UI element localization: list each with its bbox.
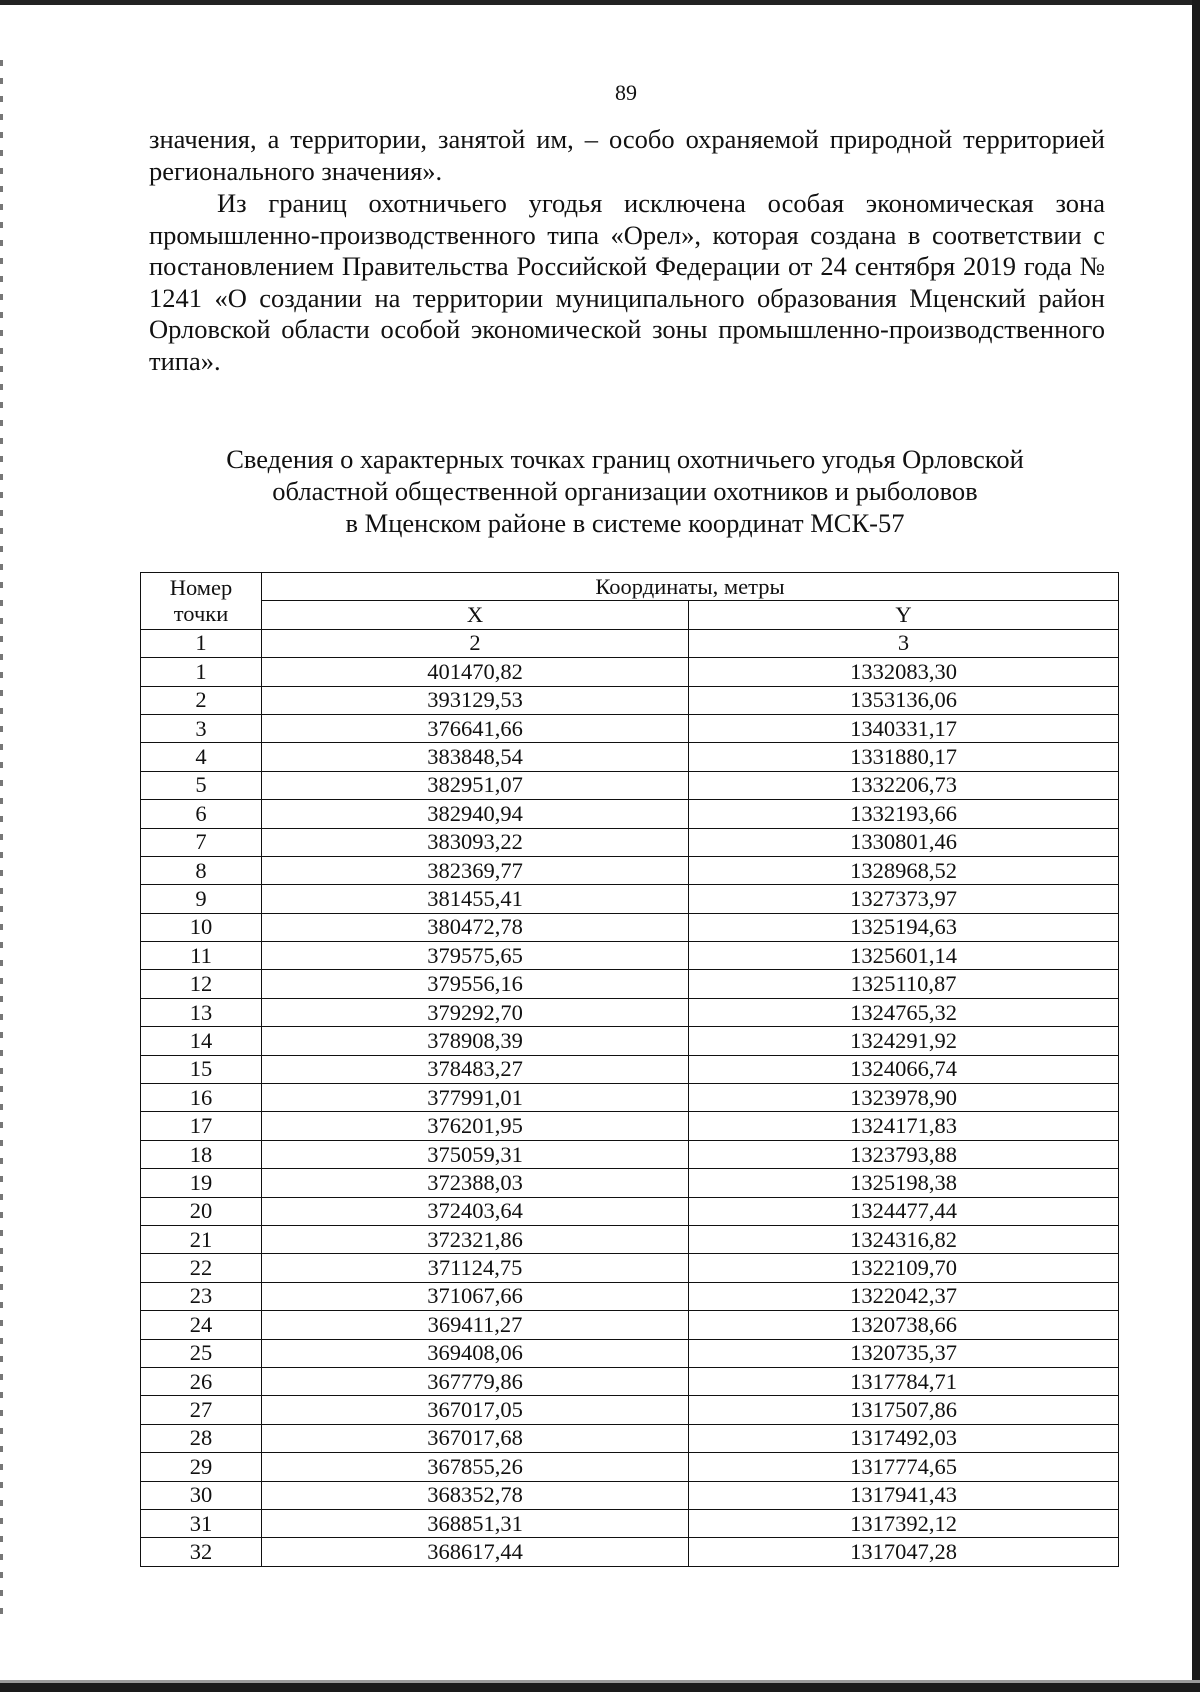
coord-y: 1317784,71 [689,1367,1119,1395]
point-number: 9 [141,885,262,913]
coord-x: 379556,16 [262,970,689,998]
coord-y: 1324066,74 [689,1055,1119,1083]
point-number: 23 [141,1282,262,1310]
point-number: 24 [141,1311,262,1339]
table-row [141,856,1119,884]
point-number: 5 [141,771,262,799]
table-row [141,800,1119,828]
table-row [141,686,1119,714]
table-row [141,1282,1119,1310]
table-row [141,1481,1119,1509]
point-number: 18 [141,1140,262,1168]
coord-y: 1317941,43 [689,1481,1119,1509]
coord-y: 1328968,52 [689,856,1119,884]
table-row [141,1538,1119,1566]
coord-y: 1317507,86 [689,1396,1119,1424]
caption-line: Сведения о характерных точках границ охотничьего угодья Орловской [226,444,1024,474]
coord-x: 383848,54 [262,743,689,771]
point-number: 26 [141,1367,262,1395]
coord-y: 1324316,82 [689,1225,1119,1253]
header-x: X [262,601,689,629]
point-number: 2 [141,686,262,714]
point-number: 28 [141,1424,262,1452]
table-row [141,1140,1119,1168]
table-row [141,998,1119,1026]
point-number: 4 [141,743,262,771]
coord-y: 1353136,06 [689,686,1119,714]
point-number: 20 [141,1197,262,1225]
point-number: 21 [141,1225,262,1253]
table-row [141,658,1119,686]
coord-x: 367017,05 [262,1396,689,1424]
coord-x: 368617,44 [262,1538,689,1566]
table-row [141,970,1119,998]
coord-x: 382369,77 [262,856,689,884]
coord-x: 378908,39 [262,1027,689,1055]
coord-x: 371067,66 [262,1282,689,1310]
point-number: 27 [141,1396,262,1424]
table-row [141,1509,1119,1537]
coord-x: 367855,26 [262,1453,689,1481]
table-row [141,1339,1119,1367]
table-caption [130,443,1120,539]
coord-x: 367017,68 [262,1424,689,1452]
coord-x: 369411,27 [262,1311,689,1339]
coord-y: 1324171,83 [689,1112,1119,1140]
table-row [141,1197,1119,1225]
table-row [141,828,1119,856]
table-row [141,1084,1119,1112]
coord-x: 372403,64 [262,1197,689,1225]
coord-y: 1324291,92 [689,1027,1119,1055]
point-number: 31 [141,1509,262,1537]
coord-x: 372321,86 [262,1225,689,1253]
header-y: Y [689,601,1119,629]
coord-x: 377991,01 [262,1084,689,1112]
table-row [141,1311,1119,1339]
coordinates-table [140,572,1119,1567]
point-number: 22 [141,1254,262,1282]
point-number: 32 [141,1538,262,1566]
coord-y: 1322042,37 [689,1282,1119,1310]
point-number: 25 [141,1339,262,1367]
coord-x: 375059,31 [262,1140,689,1168]
coord-y: 1325601,14 [689,942,1119,970]
scan-edge-top [0,0,1200,5]
header-point-number: Номер точки [141,573,262,630]
column-number-3: 3 [689,629,1119,657]
coord-y: 1323793,88 [689,1140,1119,1168]
point-number: 11 [141,942,262,970]
point-number: 13 [141,998,262,1026]
table-row [141,1169,1119,1197]
coord-x: 369408,06 [262,1339,689,1367]
table-row [141,885,1119,913]
coord-x: 368851,31 [262,1509,689,1537]
coord-x: 401470,82 [262,658,689,686]
coord-x: 383093,22 [262,828,689,856]
point-number: 8 [141,856,262,884]
scan-edge-left [0,60,3,1620]
table-row [141,1225,1119,1253]
point-number: 15 [141,1055,262,1083]
coord-y: 1332083,30 [689,658,1119,686]
coord-x: 367779,86 [262,1367,689,1395]
coord-y: 1325194,63 [689,913,1119,941]
coord-y: 1332193,66 [689,800,1119,828]
caption-line: областной общественной организации охотников и рыболовов [272,476,978,506]
point-number: 12 [141,970,262,998]
column-number-2: 2 [262,629,689,657]
table-row [141,771,1119,799]
coord-x: 372388,03 [262,1169,689,1197]
table-row [141,1027,1119,1055]
point-number: 10 [141,913,262,941]
scan-edge-bottom [0,1683,1200,1692]
coord-y: 1317774,65 [689,1453,1119,1481]
point-number: 14 [141,1027,262,1055]
coord-y: 1324477,44 [689,1197,1119,1225]
coord-x: 378483,27 [262,1055,689,1083]
coord-x: 380472,78 [262,913,689,941]
coord-x: 376641,66 [262,714,689,742]
caption-line: в Мценском районе в системе координат МСК-57 [345,508,905,538]
coord-y: 1320738,66 [689,1311,1119,1339]
coord-x: 376201,95 [262,1112,689,1140]
table-row [141,1112,1119,1140]
point-number: 19 [141,1169,262,1197]
coord-y: 1317392,12 [689,1509,1119,1537]
coord-y: 1322109,70 [689,1254,1119,1282]
point-number: 6 [141,800,262,828]
coord-x: 382940,94 [262,800,689,828]
coord-y: 1317492,03 [689,1424,1119,1452]
column-number-1: 1 [141,629,262,657]
body-text [149,124,1105,377]
coord-y: 1320735,37 [689,1339,1119,1367]
coord-x: 368352,78 [262,1481,689,1509]
table-row [141,942,1119,970]
paragraph-exclusion: Из границ охотничьего угодья исключена особая экономическая зона промышленно-производственного типа «Орел», которая создана в соответствии с постановлением Правительства Российской Федерации от 24 сентября 2019 года № 1241 «О создании на территории муниципального образования Мценский район Орловской области особой экономической зоны промышленно-производственного типа». [149,188,1105,376]
table-row [141,1424,1119,1452]
coord-y: 1327373,97 [689,885,1119,913]
table-row [141,743,1119,771]
coord-x: 381455,41 [262,885,689,913]
coord-y: 1325110,87 [689,970,1119,998]
point-number: 1 [141,658,262,686]
header-coordinates: Координаты, метры [262,573,1119,601]
coord-y: 1332206,73 [689,771,1119,799]
paragraph-continued: значения, а территории, занятой им, – особо охраняемой природной территорией регионального значения». [149,124,1105,186]
coord-y: 1317047,28 [689,1538,1119,1566]
table-row [141,1367,1119,1395]
scan-edge-right [1192,0,1200,1692]
coord-x: 379292,70 [262,998,689,1026]
point-number: 30 [141,1481,262,1509]
coord-y: 1324765,32 [689,998,1119,1026]
table-row [141,1254,1119,1282]
coord-y: 1330801,46 [689,828,1119,856]
point-number: 3 [141,714,262,742]
point-number: 16 [141,1084,262,1112]
coord-x: 379575,65 [262,942,689,970]
table-row [141,1453,1119,1481]
coord-x: 382951,07 [262,771,689,799]
point-number: 7 [141,828,262,856]
coord-y: 1325198,38 [689,1169,1119,1197]
coord-x: 393129,53 [262,686,689,714]
table-row [141,1055,1119,1083]
table-row [141,1396,1119,1424]
page-number: 89 [615,80,637,105]
point-number: 29 [141,1453,262,1481]
table-row [141,714,1119,742]
coord-x: 371124,75 [262,1254,689,1282]
coord-y: 1340331,17 [689,714,1119,742]
coord-y: 1323978,90 [689,1084,1119,1112]
point-number: 17 [141,1112,262,1140]
table-row [141,913,1119,941]
coord-y: 1331880,17 [689,743,1119,771]
